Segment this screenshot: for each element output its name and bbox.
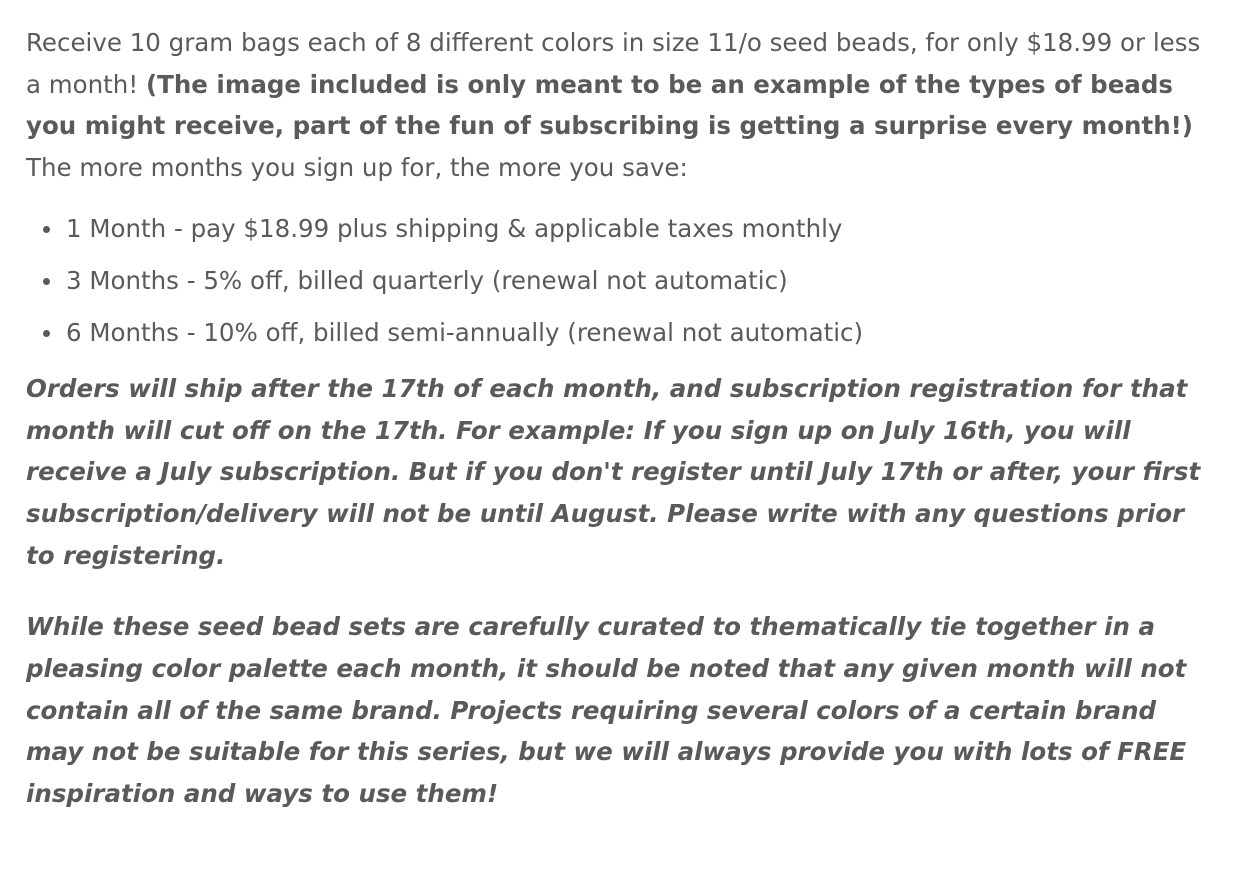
tier-item-1-month: 1 Month - pay $18.99 plus shipping & applicable taxes monthly: [26, 203, 1216, 255]
intro-tail-text: The more months you sign up for, the more you save:: [26, 153, 688, 183]
shipping-cutoff-note: Orders will ship after the 17th of each month, and subscription registration for that month will cut off on the 17th. For example: If you sign up on July 16th, you will receive a July subscription. But if you don't register until July 17th or after, your first subscription/delivery will not be until August. Please write with any questions prior to registering.: [26, 373, 1201, 570]
brand-disclaimer-note: While these seed bead sets are carefully curated to thematically tie together in a pleasing color palette each month, it should be noted that any given month will not contain all of the same brand. Projects requiring several colors of a certain brand may not be suitable for this series, but we will always provide you with lots of FREE inspiration and ways to use them!: [26, 612, 1187, 809]
intro-disclaimer-text: (The image included is only meant to be an example of the types of beads you might receive, part of the fun of subscribing is getting a surprise every month!): [26, 69, 1194, 141]
intro-lead-text: Receive 10 gram bags each of 8 different colors in size 11/o seed beads, for only $18.99 or less a month!: [26, 28, 1201, 99]
subscription-tier-list: [26, 203, 1216, 359]
intro-paragraph: [26, 22, 1216, 189]
tier-item-3-months: 3 Months - 5% off, billed quarterly (renewal not automatic): [26, 255, 1216, 307]
product-description: [26, 22, 1216, 815]
tier-item-6-months: 6 Months - 10% off, billed semi-annually (renewal not automatic): [26, 307, 1216, 359]
